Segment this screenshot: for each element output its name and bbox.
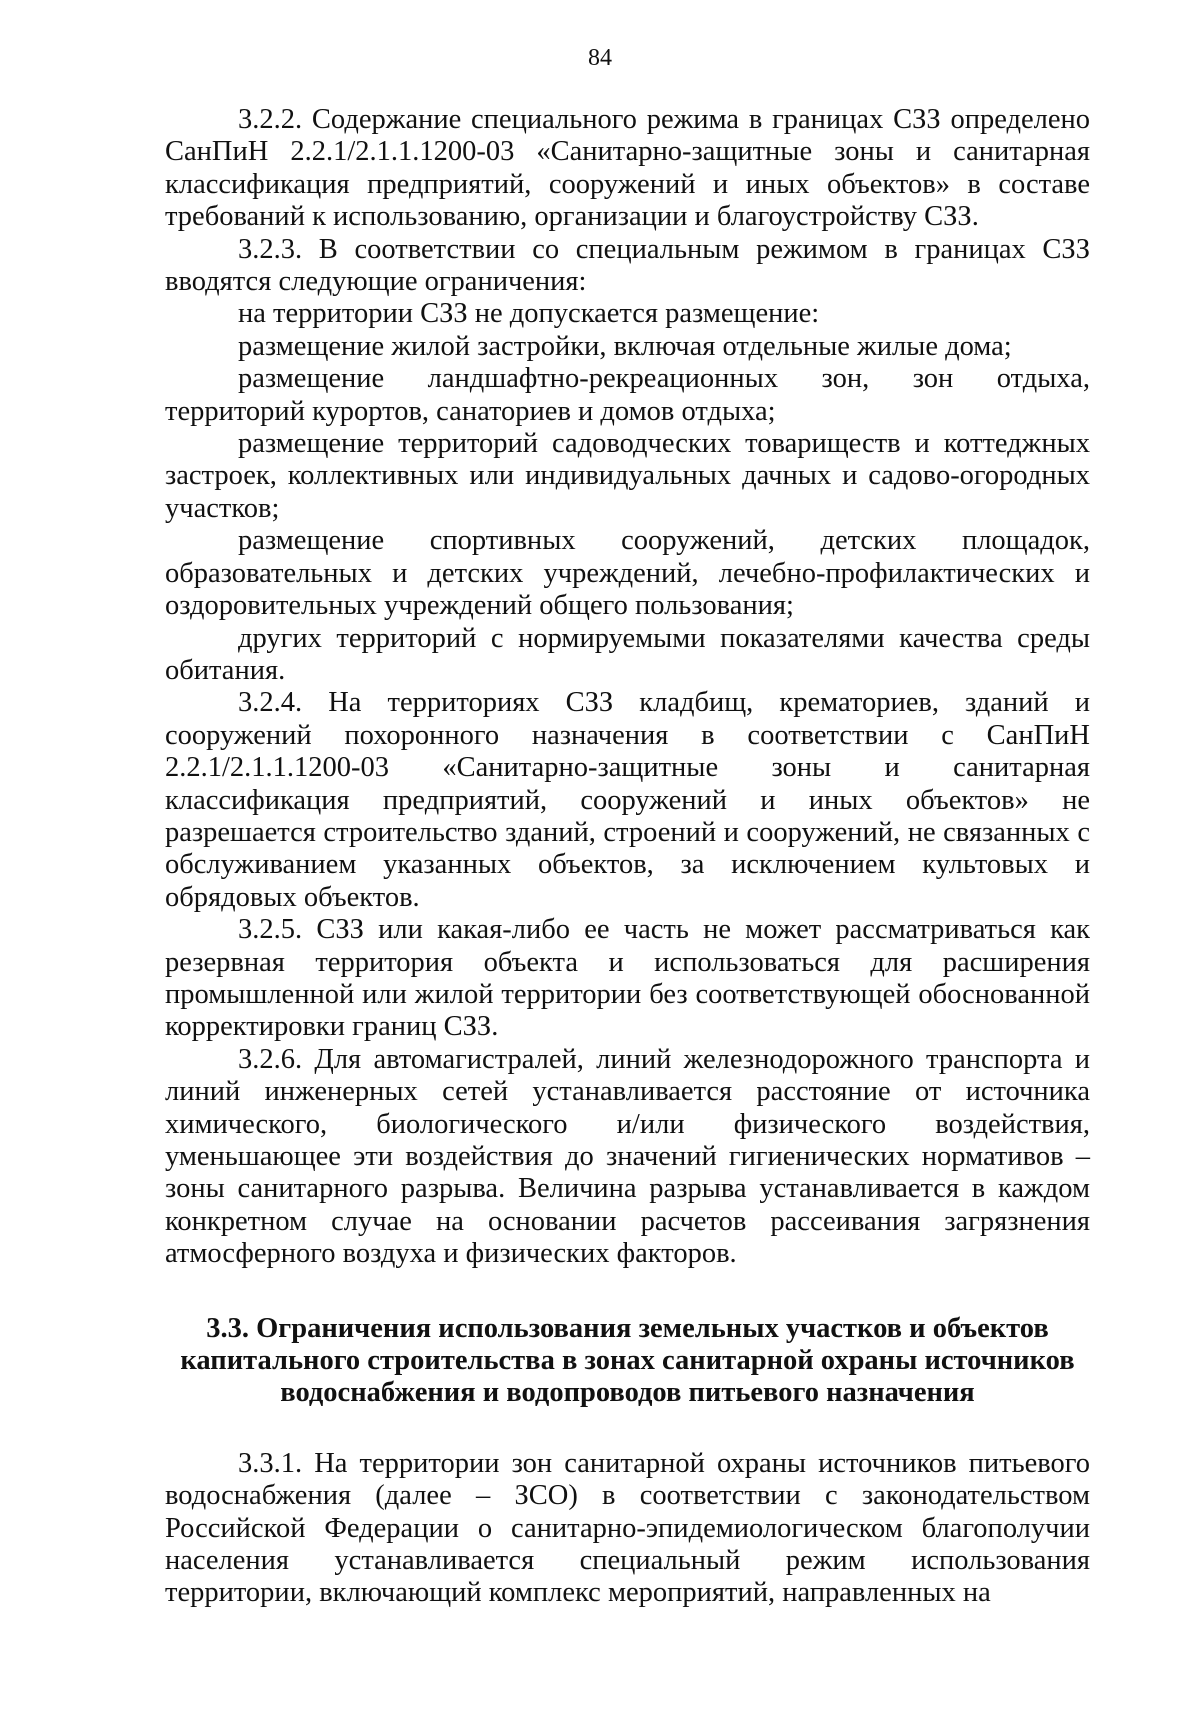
section-heading-3-3 <box>165 1313 1090 1410</box>
restriction-intro: на территории СЗЗ не допускается размещение: <box>238 298 820 330</box>
paragraph-3-2-2: 3.2.2. Содержание специального режима в границах СЗЗ определено СанПиН 2.2.1/2.1.1.1200-03 «Санитарно-защитные зоны и санитарная классификация предприятий, сооружений и иных объектов» в составе требований к использованию, организации и благоустройству СЗЗ. <box>165 104 1090 233</box>
paragraph-3-2-3: 3.2.3. В соответствии со специальным режимом в границах СЗЗ вводятся следующие ограничения: <box>165 233 1090 298</box>
document-body <box>165 104 1090 1610</box>
restriction-item: размещение жилой застройки, включая отдельные жилые дома; <box>238 330 1012 362</box>
heading-line: капитального строительства в зонах санитарной охраны источников <box>180 1345 1075 1377</box>
paragraph-3-2-6: 3.2.6. Для автомагистралей, линий железнодорожного транспорта и линий инженерных сетей устанавливается расстояние от источника химического, биологического и/или физического воздействия, уменьшающее эти воздействия до значений гигиенических нормативов – зоны санитарного разрыва. Величина разрыва устанавливается в каждом конкретном случае на основании расчетов рассеивания загрязнения атмосферного воздуха и физических факторов. <box>165 1043 1090 1270</box>
paragraph-3-2-4: 3.2.4. На территориях СЗЗ кладбищ, крематориев, зданий и сооружений похоронного назначения в соответствии с СанПиН 2.2.1/2.1.1.1200-03 «Санитарно-защитные зоны и санитарная классификация предприятий, сооружений и иных объектов» не разрешается строительство зданий, строений и сооружений, не связанных с обслуживанием указанных объектов, за исключением культовых и обрядовых объектов. <box>165 687 1090 913</box>
page-number: 84 <box>588 45 612 71</box>
restriction-item: размещение территорий садоводческих товариществ и коттеджных застроек, коллективных или индивидуальных дачных и садово-огородных участков; <box>165 428 1090 524</box>
restriction-item: размещение спортивных сооружений, детских площадок, образовательных и детских учреждений, лечебно-профилактических и оздоровительных учреждений общего пользования; <box>165 525 1090 622</box>
restriction-item: размещение ландшафтно-рекреационных зон, зон отдыха, территорий курортов, санаториев и домов отдыха; <box>165 363 1090 427</box>
restriction-item: других территорий с нормируемыми показателями качества среды обитания. <box>165 622 1090 686</box>
heading-line: водоснабжения и водопроводов питьевого назначения <box>280 1377 975 1409</box>
paragraph-3-2-5: 3.2.5. СЗЗ или какая-либо ее часть не может рассматриваться как резервная территория объекта и использоваться для расширения промышленной или жилой территории без соответствующей обоснованной корректировки границ СЗЗ. <box>165 914 1090 1043</box>
heading-line: 3.3. Ограничения использования земельных участков и объектов <box>206 1312 1049 1344</box>
paragraph-3-3-1: 3.3.1. На территории зон санитарной охраны источников питьевого водоснабжения (далее – ЗСО) в соответствии с законодательством Российской Федерации о санитарно-эпидемиологическом благополучии населения устанавливается специальный режим использования территории, включающий комплекс мероприятий, направленных на <box>165 1447 1090 1609</box>
